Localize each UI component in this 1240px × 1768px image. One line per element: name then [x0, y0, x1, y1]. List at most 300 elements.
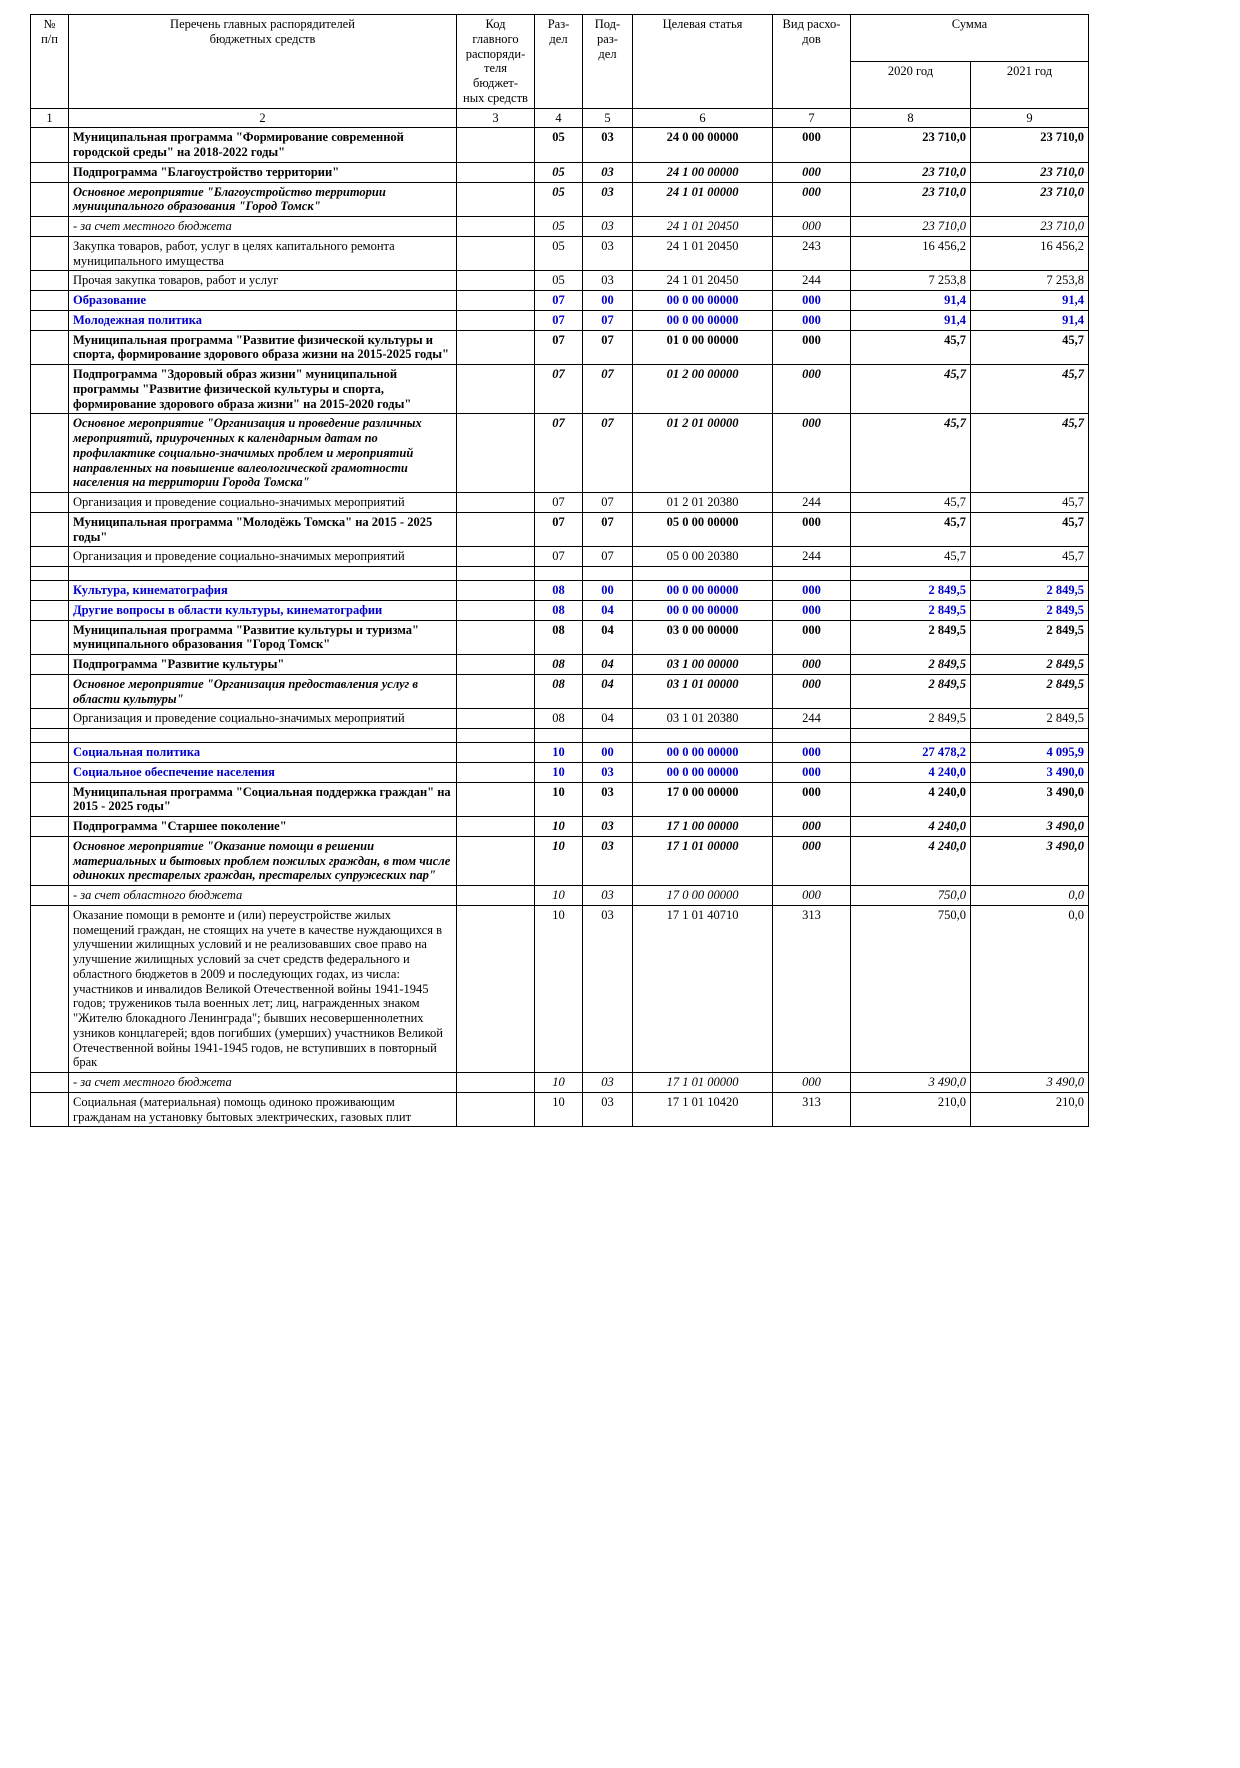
- table-row: [31, 709, 1089, 729]
- cell-article: 00 0 00 00000: [633, 743, 773, 763]
- cell-vid: 000: [773, 674, 851, 709]
- cell-vid: 313: [773, 1092, 851, 1127]
- cell-program-name: Подпрограмма "Благоустройство территории": [69, 162, 457, 182]
- cell-podrazdel: 07: [583, 330, 633, 365]
- cell-vid: 000: [773, 291, 851, 311]
- cell-razdel: 07: [535, 310, 583, 330]
- cell-number: [31, 330, 69, 365]
- header-col-vid-line1: Вид расхо-: [782, 17, 841, 31]
- table-row: [31, 762, 1089, 782]
- cell-program-name: Муниципальная программа "Развитие культуры и туризма" муниципального образования "Город Томск": [69, 620, 457, 655]
- cell-code: [457, 600, 535, 620]
- cell-number: [31, 709, 69, 729]
- header-col-razdel-line1: Раз-: [547, 17, 570, 31]
- header-col-year-2020: 2020 год: [851, 61, 971, 108]
- cell-number: [31, 128, 69, 163]
- cell-code: [457, 905, 535, 1072]
- cell-article: 24 0 00 00000: [633, 128, 773, 163]
- cell-vid: 000: [773, 620, 851, 655]
- cell-article: 05 0 00 00000: [633, 512, 773, 547]
- header-col-number-line2: п/п: [41, 31, 58, 46]
- cell-amount-2020: 2 849,5: [851, 581, 971, 601]
- cell-program-name: Закупка товаров, работ, услуг в целях капитального ремонта муниципального имущества: [69, 236, 457, 271]
- cell-program-name: Муниципальная программа "Формирование современной городской среды" на 2018-2022 годы": [69, 128, 457, 163]
- cell-number: [31, 762, 69, 782]
- table-row: [31, 743, 1089, 763]
- cell-podrazdel: 04: [583, 709, 633, 729]
- cell-code: [457, 493, 535, 513]
- cell-amount-2021: 2 849,5: [971, 620, 1089, 655]
- table-row: [31, 291, 1089, 311]
- cell-amount-2021: 23 710,0: [971, 162, 1089, 182]
- cell-program-name: Социальная (материальная) помощь одиноко проживающим гражданам на установку бытовых электрических, газовых плит: [69, 1092, 457, 1127]
- cell-code: [457, 743, 535, 763]
- header-col-article: Целевая статья: [633, 15, 773, 109]
- table-row: [31, 512, 1089, 547]
- cell-podrazdel: 03: [583, 162, 633, 182]
- cell-amount-2020: 45,7: [851, 330, 971, 365]
- cell-amount-2020: 45,7: [851, 365, 971, 414]
- table-row: [31, 162, 1089, 182]
- header-col-code-line3: распоряди-: [465, 46, 526, 61]
- cell-program-name: Оказание помощи в ремонте и (или) переустройстве жилых помещений граждан, не стоящих на учете в качестве нуждающихся в улучшении жилищных условий и не реализовавших свое право на улучшение жилищных условий за счет средств федерального и областного бюджетов в 2009 и последующих годах, из числа: участников и инвалидов Великой Отечественной войны 1941-1945 годов; тружеников тыла военных лет; лиц, награжденных знаком "Жителю блокадного Ленинграда"; бывших несовершеннолетних узников концлагерей; вдов погибших (умерших) участников Великой Отечественной войны 1941-1945 годов, не вступивших в повторный брак: [69, 905, 457, 1072]
- header-number-3: 3: [457, 108, 535, 128]
- cell-vid: 000: [773, 836, 851, 885]
- cell-number: [31, 1092, 69, 1127]
- cell-amount-2020: 2 849,5: [851, 709, 971, 729]
- header-col-recipients-line2: бюджетных средств: [209, 31, 316, 46]
- table-row: [31, 836, 1089, 885]
- cell-program-name: - за счет областного бюджета: [69, 886, 457, 906]
- cell-amount-2021: 2 849,5: [971, 655, 1089, 675]
- cell-code: [457, 128, 535, 163]
- cell-code: [457, 162, 535, 182]
- cell-podrazdel: 07: [583, 512, 633, 547]
- table-row: [31, 217, 1089, 237]
- header-col-recipients: [69, 15, 457, 109]
- cell-vid: 000: [773, 817, 851, 837]
- header-col-podrazdel-line2: раз-: [597, 31, 618, 46]
- cell-program-name: - за счет местного бюджета: [69, 1073, 457, 1093]
- cell-amount-2021: 23 710,0: [971, 128, 1089, 163]
- cell-amount-2020: 45,7: [851, 512, 971, 547]
- header-number-5: 5: [583, 108, 633, 128]
- cell-amount-2020: 4 240,0: [851, 782, 971, 817]
- cell-number: [31, 836, 69, 885]
- cell-vid: 000: [773, 655, 851, 675]
- table-spacer-row: [31, 567, 1089, 581]
- cell-article: 24 1 00 00000: [633, 162, 773, 182]
- cell-code: [457, 512, 535, 547]
- cell-number: [31, 271, 69, 291]
- cell-razdel: 07: [535, 493, 583, 513]
- cell-article: 17 0 00 00000: [633, 886, 773, 906]
- header-col-vid-line2: дов: [802, 31, 821, 46]
- cell-podrazdel: 07: [583, 414, 633, 493]
- cell-number: [31, 493, 69, 513]
- header-col-razdel-line2: дел: [549, 31, 568, 46]
- cell-amount-2021: 3 490,0: [971, 782, 1089, 817]
- cell-program-name: Культура, кинематография: [69, 581, 457, 601]
- cell-code: [457, 886, 535, 906]
- cell-amount-2020: 45,7: [851, 547, 971, 567]
- cell-amount-2020: 23 710,0: [851, 217, 971, 237]
- cell-razdel: 08: [535, 620, 583, 655]
- cell-amount-2021: 210,0: [971, 1092, 1089, 1127]
- cell-vid: 000: [773, 330, 851, 365]
- spacer-cell: [583, 729, 633, 743]
- cell-amount-2021: 23 710,0: [971, 182, 1089, 217]
- cell-vid: 243: [773, 236, 851, 271]
- table-row: [31, 330, 1089, 365]
- cell-vid: 000: [773, 310, 851, 330]
- cell-vid: 000: [773, 414, 851, 493]
- cell-amount-2020: 23 710,0: [851, 162, 971, 182]
- cell-amount-2020: 3 490,0: [851, 1073, 971, 1093]
- header-col-razdel: [535, 15, 583, 109]
- cell-amount-2020: 2 849,5: [851, 600, 971, 620]
- cell-amount-2021: 45,7: [971, 330, 1089, 365]
- cell-vid: 000: [773, 743, 851, 763]
- cell-razdel: 05: [535, 217, 583, 237]
- cell-number: [31, 600, 69, 620]
- cell-article: 17 1 01 40710: [633, 905, 773, 1072]
- cell-program-name: Организация и проведение социально-значимых мероприятий: [69, 547, 457, 567]
- cell-number: [31, 905, 69, 1072]
- table-row: [31, 620, 1089, 655]
- cell-razdel: 05: [535, 271, 583, 291]
- header-number-8: 8: [851, 108, 971, 128]
- spacer-cell: [31, 729, 69, 743]
- cell-podrazdel: 04: [583, 674, 633, 709]
- spacer-cell: [457, 729, 535, 743]
- cell-program-name: Подпрограмма "Здоровый образ жизни" муниципальной программы "Развитие физической культуры и спорта, формирование здорового образа жизни" на 2015-2020 годы": [69, 365, 457, 414]
- table-row: [31, 236, 1089, 271]
- cell-vid: 000: [773, 217, 851, 237]
- cell-code: [457, 291, 535, 311]
- table-row: [31, 310, 1089, 330]
- cell-podrazdel: 03: [583, 236, 633, 271]
- header-col-code-line5: ных средств: [463, 90, 528, 105]
- cell-article: 00 0 00 00000: [633, 762, 773, 782]
- table-row: [31, 581, 1089, 601]
- cell-amount-2021: 4 095,9: [971, 743, 1089, 763]
- cell-article: 24 1 01 20450: [633, 236, 773, 271]
- cell-podrazdel: 03: [583, 1073, 633, 1093]
- header-col-podrazdel: [583, 15, 633, 109]
- cell-podrazdel: 04: [583, 600, 633, 620]
- cell-razdel: 08: [535, 674, 583, 709]
- cell-razdel: 07: [535, 291, 583, 311]
- cell-razdel: 05: [535, 162, 583, 182]
- table-row: [31, 1073, 1089, 1093]
- header-col-code: [457, 15, 535, 109]
- cell-amount-2020: 2 849,5: [851, 674, 971, 709]
- cell-number: [31, 886, 69, 906]
- cell-code: [457, 836, 535, 885]
- cell-amount-2020: 4 240,0: [851, 817, 971, 837]
- document-page: [0, 14, 1240, 1768]
- cell-podrazdel: 00: [583, 581, 633, 601]
- cell-number: [31, 182, 69, 217]
- cell-amount-2021: 3 490,0: [971, 762, 1089, 782]
- cell-razdel: 05: [535, 236, 583, 271]
- cell-amount-2020: 16 456,2: [851, 236, 971, 271]
- cell-article: 17 0 00 00000: [633, 782, 773, 817]
- cell-amount-2021: 23 710,0: [971, 217, 1089, 237]
- cell-amount-2021: 2 849,5: [971, 709, 1089, 729]
- cell-razdel: 10: [535, 782, 583, 817]
- cell-vid: 000: [773, 762, 851, 782]
- cell-podrazdel: 03: [583, 836, 633, 885]
- cell-podrazdel: 03: [583, 817, 633, 837]
- cell-podrazdel: 03: [583, 782, 633, 817]
- cell-podrazdel: 07: [583, 493, 633, 513]
- cell-article: 03 0 00 00000: [633, 620, 773, 655]
- table-row: [31, 886, 1089, 906]
- cell-number: [31, 655, 69, 675]
- cell-vid: 000: [773, 162, 851, 182]
- cell-code: [457, 782, 535, 817]
- cell-razdel: 07: [535, 547, 583, 567]
- cell-podrazdel: 00: [583, 291, 633, 311]
- header-col-code-line4: теля бюджет-: [472, 61, 519, 90]
- table-row: [31, 365, 1089, 414]
- cell-amount-2020: 2 849,5: [851, 655, 971, 675]
- header-number-1: 1: [31, 108, 69, 128]
- header-col-code-line1: Код: [485, 17, 506, 31]
- spacer-cell: [633, 729, 773, 743]
- cell-razdel: 07: [535, 512, 583, 547]
- cell-razdel: 08: [535, 600, 583, 620]
- cell-vid: 000: [773, 1073, 851, 1093]
- cell-article: 00 0 00 00000: [633, 600, 773, 620]
- cell-article: 17 1 00 00000: [633, 817, 773, 837]
- cell-article: 01 2 00 00000: [633, 365, 773, 414]
- table-row: [31, 128, 1089, 163]
- table-spacer-row: [31, 729, 1089, 743]
- header-col-recipients-line1: Перечень главных распорядителей: [170, 17, 355, 31]
- table-row: [31, 493, 1089, 513]
- cell-vid: 000: [773, 886, 851, 906]
- cell-number: [31, 547, 69, 567]
- cell-program-name: Подпрограмма "Старшее поколение": [69, 817, 457, 837]
- cell-amount-2021: 16 456,2: [971, 236, 1089, 271]
- cell-code: [457, 1092, 535, 1127]
- cell-program-name: Муниципальная программа "Развитие физической культуры и спорта, формирование здорового образа жизни на 2015-2025 годы": [69, 330, 457, 365]
- cell-number: [31, 620, 69, 655]
- cell-podrazdel: 04: [583, 620, 633, 655]
- cell-code: [457, 762, 535, 782]
- cell-article: 01 2 01 00000: [633, 414, 773, 493]
- header-col-podrazdel-line3: дел: [598, 46, 617, 61]
- cell-razdel: 08: [535, 581, 583, 601]
- cell-number: [31, 817, 69, 837]
- cell-program-name: Основное мероприятие "Организация предоставления услуг в области культуры": [69, 674, 457, 709]
- cell-amount-2020: 45,7: [851, 493, 971, 513]
- cell-program-name: Образование: [69, 291, 457, 311]
- cell-program-name: Основное мероприятие "Благоустройство территории муниципального образования "Город Томск": [69, 182, 457, 217]
- cell-vid: 244: [773, 709, 851, 729]
- cell-code: [457, 1073, 535, 1093]
- spacer-cell: [583, 567, 633, 581]
- spacer-cell: [69, 729, 457, 743]
- cell-podrazdel: 03: [583, 1092, 633, 1127]
- header-number-2: 2: [69, 108, 457, 128]
- cell-program-name: Основное мероприятие "Организация и проведение различных мероприятий, приуроченных к календарным датам по профилактике социально-значимых проблем и мероприятий направленных на повышение валеологической грамотности населения на территории Города Томска": [69, 414, 457, 493]
- cell-program-name: Организация и проведение социально-значимых мероприятий: [69, 709, 457, 729]
- cell-amount-2020: 4 240,0: [851, 836, 971, 885]
- spacer-cell: [31, 567, 69, 581]
- cell-article: 03 1 01 20380: [633, 709, 773, 729]
- cell-program-name: Муниципальная программа "Социальная поддержка граждан" на 2015 - 2025 годы": [69, 782, 457, 817]
- cell-code: [457, 310, 535, 330]
- cell-amount-2021: 0,0: [971, 905, 1089, 1072]
- spacer-cell: [773, 567, 851, 581]
- header-col-number: [31, 15, 69, 109]
- header-number-7: 7: [773, 108, 851, 128]
- table-row: [31, 1092, 1089, 1127]
- cell-vid: 244: [773, 271, 851, 291]
- cell-amount-2021: 3 490,0: [971, 1073, 1089, 1093]
- header-number-9: 9: [971, 108, 1089, 128]
- cell-vid: 000: [773, 128, 851, 163]
- cell-article: 03 1 00 00000: [633, 655, 773, 675]
- cell-number: [31, 743, 69, 763]
- cell-amount-2021: 0,0: [971, 886, 1089, 906]
- cell-article: 00 0 00 00000: [633, 291, 773, 311]
- cell-amount-2021: 2 849,5: [971, 674, 1089, 709]
- cell-number: [31, 291, 69, 311]
- cell-code: [457, 709, 535, 729]
- cell-code: [457, 330, 535, 365]
- table-row: [31, 600, 1089, 620]
- cell-amount-2021: 45,7: [971, 414, 1089, 493]
- spacer-cell: [633, 567, 773, 581]
- cell-code: [457, 182, 535, 217]
- header-col-vid: [773, 15, 851, 109]
- table-header: [31, 15, 1089, 128]
- cell-amount-2020: 210,0: [851, 1092, 971, 1127]
- cell-program-name: Социальная политика: [69, 743, 457, 763]
- cell-amount-2020: 4 240,0: [851, 762, 971, 782]
- cell-razdel: 10: [535, 762, 583, 782]
- table-row: [31, 674, 1089, 709]
- cell-number: [31, 674, 69, 709]
- cell-program-name: Организация и проведение социально-значимых мероприятий: [69, 493, 457, 513]
- cell-code: [457, 581, 535, 601]
- cell-razdel: 05: [535, 182, 583, 217]
- cell-amount-2020: 23 710,0: [851, 182, 971, 217]
- cell-razdel: 07: [535, 365, 583, 414]
- cell-program-name: Подпрограмма "Развитие культуры": [69, 655, 457, 675]
- spacer-cell: [851, 729, 971, 743]
- cell-article: 24 1 01 20450: [633, 271, 773, 291]
- cell-podrazdel: 03: [583, 271, 633, 291]
- cell-article: 17 1 01 00000: [633, 1073, 773, 1093]
- table-row: [31, 271, 1089, 291]
- cell-amount-2021: 91,4: [971, 310, 1089, 330]
- cell-number: [31, 782, 69, 817]
- cell-article: 01 2 01 20380: [633, 493, 773, 513]
- cell-amount-2020: 91,4: [851, 291, 971, 311]
- cell-razdel: 10: [535, 836, 583, 885]
- cell-code: [457, 817, 535, 837]
- cell-code: [457, 620, 535, 655]
- cell-amount-2020: 45,7: [851, 414, 971, 493]
- cell-vid: 244: [773, 547, 851, 567]
- cell-razdel: 10: [535, 905, 583, 1072]
- cell-amount-2020: 750,0: [851, 905, 971, 1072]
- cell-vid: 000: [773, 512, 851, 547]
- cell-amount-2021: 3 490,0: [971, 817, 1089, 837]
- cell-program-name: Прочая закупка товаров, работ и услуг: [69, 271, 457, 291]
- cell-code: [457, 365, 535, 414]
- cell-podrazdel: 03: [583, 217, 633, 237]
- cell-amount-2020: 27 478,2: [851, 743, 971, 763]
- cell-razdel: 08: [535, 709, 583, 729]
- cell-amount-2020: 7 253,8: [851, 271, 971, 291]
- cell-vid: 000: [773, 581, 851, 601]
- cell-program-name: - за счет местного бюджета: [69, 217, 457, 237]
- header-number-row: [31, 108, 1089, 128]
- header-number-4: 4: [535, 108, 583, 128]
- cell-podrazdel: 03: [583, 182, 633, 217]
- spacer-cell: [535, 567, 583, 581]
- cell-amount-2021: 91,4: [971, 291, 1089, 311]
- cell-number: [31, 365, 69, 414]
- cell-article: 00 0 00 00000: [633, 310, 773, 330]
- cell-article: 17 1 01 10420: [633, 1092, 773, 1127]
- cell-razdel: 08: [535, 655, 583, 675]
- cell-number: [31, 1073, 69, 1093]
- cell-razdel: 07: [535, 414, 583, 493]
- spacer-cell: [971, 729, 1089, 743]
- cell-number: [31, 581, 69, 601]
- cell-program-name: Молодежная политика: [69, 310, 457, 330]
- cell-code: [457, 655, 535, 675]
- cell-number: [31, 236, 69, 271]
- cell-podrazdel: 00: [583, 743, 633, 763]
- cell-article: 00 0 00 00000: [633, 581, 773, 601]
- table-row: [31, 817, 1089, 837]
- cell-podrazdel: 03: [583, 762, 633, 782]
- cell-razdel: 10: [535, 1073, 583, 1093]
- spacer-cell: [851, 567, 971, 581]
- cell-amount-2021: 45,7: [971, 365, 1089, 414]
- cell-razdel: 10: [535, 817, 583, 837]
- table-row: [31, 182, 1089, 217]
- table-row: [31, 905, 1089, 1072]
- header-col-podrazdel-line1: Под-: [594, 17, 621, 31]
- cell-article: 03 1 01 00000: [633, 674, 773, 709]
- cell-number: [31, 162, 69, 182]
- cell-program-name: Социальное обеспечение населения: [69, 762, 457, 782]
- cell-razdel: 05: [535, 128, 583, 163]
- cell-amount-2020: 750,0: [851, 886, 971, 906]
- cell-vid: 000: [773, 782, 851, 817]
- cell-code: [457, 271, 535, 291]
- spacer-cell: [971, 567, 1089, 581]
- table-row: [31, 782, 1089, 817]
- cell-amount-2021: 45,7: [971, 512, 1089, 547]
- cell-vid: 000: [773, 600, 851, 620]
- cell-amount-2020: 91,4: [851, 310, 971, 330]
- table-row: [31, 414, 1089, 493]
- header-number-6: 6: [633, 108, 773, 128]
- cell-code: [457, 217, 535, 237]
- cell-amount-2021: 2 849,5: [971, 581, 1089, 601]
